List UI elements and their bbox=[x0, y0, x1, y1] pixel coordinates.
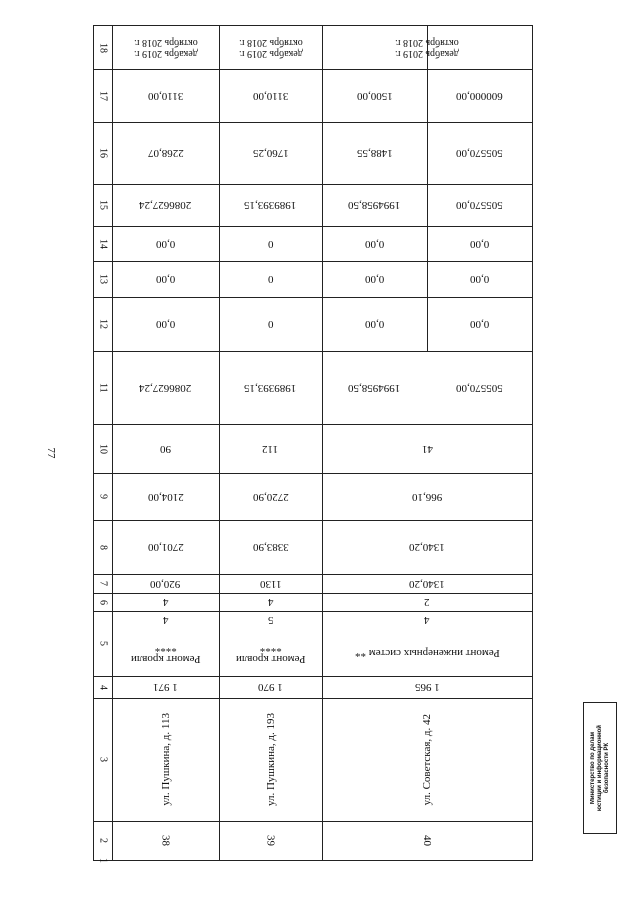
column-number: 13 bbox=[97, 274, 109, 284]
row40-c11a: 1994958,50 bbox=[348, 381, 401, 394]
column-number: 8 bbox=[97, 544, 109, 550]
row40-address: ул. Советская, д. 42 bbox=[421, 713, 433, 806]
row38-year: 1 971 bbox=[153, 681, 178, 693]
row40-year: 1 965 bbox=[414, 681, 440, 693]
row40-c13b: 0,00 bbox=[469, 273, 490, 285]
column-number: 18 bbox=[97, 42, 109, 53]
row38-c15: 2086627,24 bbox=[139, 199, 192, 211]
row39-c13: 0 bbox=[267, 273, 274, 285]
row39-c17: 3110,00 bbox=[252, 89, 289, 102]
row38-c6: 4 bbox=[162, 596, 169, 608]
stamp-line: безопасности РК bbox=[603, 742, 610, 794]
row40-c11b: 505570,00 bbox=[456, 381, 503, 394]
row40-c6: 2 bbox=[424, 596, 430, 608]
stamp-line: юстиции и информационной bbox=[596, 724, 603, 812]
row40-work: Ремонт инженерных систем ** bbox=[354, 646, 500, 659]
row40-c12a: 0,00 bbox=[364, 318, 385, 330]
column-number: 2 bbox=[97, 838, 109, 843]
row38-c11: 2086627,24 bbox=[139, 381, 192, 394]
row40-c14b: 0,00 bbox=[469, 237, 490, 250]
row39-c9: 2720,90 bbox=[252, 490, 289, 503]
row39-c8: 3383,90 bbox=[252, 541, 289, 553]
row38-c16: 2268,07 bbox=[147, 147, 184, 159]
row38-period: декабрь 2019 г. октябрь 2018 г. bbox=[133, 36, 198, 59]
row40-c15a: 1994958,50 bbox=[348, 199, 401, 211]
row38-number: 38 bbox=[159, 835, 172, 846]
row39-c15: 1989393,15 bbox=[244, 199, 297, 211]
column-number: 9 bbox=[97, 494, 109, 499]
row38-c10: 90 bbox=[160, 442, 171, 455]
column-number: 7 bbox=[97, 581, 109, 586]
column-number: 10 bbox=[97, 443, 109, 454]
row40-c10: 41 bbox=[421, 442, 433, 455]
row40-c12b: 0,00 bbox=[469, 318, 490, 330]
row39-c6: 4 bbox=[267, 596, 274, 608]
row38-c12: 0,00 bbox=[155, 318, 176, 330]
rotated-table: 18 17 16 15 14 13 12 11 10 9 8 7 6 5 4 3 2 1 декабрь 2019 г. октябрь 2018 г. 3110,00 2268,07 2086627,24 0,00 0,00 0,00 2086627,24 90 2104,00 2701,00 920,00 4 4 Ремонт кровли **** 1 971 ул. Пушкина, д. 113 38 декабрь 2019 г. октябрь 2018 г. 3110,00 1760,25 1989393,15 0 0 0 1989393,15 112 2720,90 3383,90 1130 4 5 Ремонт кровли **** 1 970 ул. Пушкина, д. 193 39 декабрь 2019 г. октябрь 2018 г. 1500,00 600000,00 1488,55 505570,00 1994958,50 505570,00 0,00 0,00 0,00 0,00 0,00 0,00 1994958,50 505570,00 41 966,10 1340,20 1340,20 2 4 Ремонт инженерных систем ** 1 965 ул. Советская, д. 42 40 bbox=[93, 25, 533, 861]
row40-c8: 1340,20 bbox=[409, 541, 445, 553]
row39-work: Ремонт кровли **** bbox=[235, 641, 306, 665]
row39-year: 1 970 bbox=[258, 681, 283, 693]
row39-c7: 1130 bbox=[259, 577, 282, 590]
row39-c10: 112 bbox=[262, 442, 279, 455]
row38-work: Ремонт кровли **** bbox=[130, 641, 201, 665]
column-number: 17 bbox=[97, 90, 109, 101]
column-number: 5 bbox=[97, 641, 109, 646]
page-number: 77 bbox=[45, 447, 57, 459]
row38-c8: 2701,00 bbox=[147, 541, 184, 553]
row40-c16b: 505570,00 bbox=[456, 147, 503, 159]
column-number: 11 bbox=[97, 382, 109, 393]
ministry-stamp bbox=[583, 702, 617, 834]
row39-c12: 0 bbox=[267, 318, 274, 330]
column-number: 6 bbox=[97, 599, 109, 605]
row40-number: 40 bbox=[421, 835, 433, 846]
row39-c14: 0 bbox=[267, 237, 274, 250]
column-number: 15 bbox=[97, 200, 109, 210]
row38-c14: 0,00 bbox=[155, 237, 176, 250]
row39-number: 39 bbox=[264, 835, 277, 846]
stamp-line: Министерство по делам bbox=[589, 731, 596, 805]
row40-c9: 966,10 bbox=[411, 490, 443, 503]
column-number: 4 bbox=[97, 684, 109, 690]
column-number: 12 bbox=[97, 319, 109, 329]
row40-c15b: 505570,00 bbox=[456, 199, 503, 211]
row38-c17: 3110,00 bbox=[147, 89, 184, 102]
column-number: 14 bbox=[97, 238, 109, 249]
row40-c13a: 0,00 bbox=[364, 273, 385, 285]
row40-c7: 1340,20 bbox=[409, 577, 445, 590]
column-number: 16 bbox=[97, 148, 109, 158]
row39-c5: 5 bbox=[267, 614, 274, 626]
row40-c17a: 1500,00 bbox=[356, 89, 393, 102]
row40-c17b: 600000,00 bbox=[456, 89, 503, 102]
row38-c9: 2104,00 bbox=[147, 490, 184, 503]
row38-c5: 4 bbox=[162, 614, 169, 626]
row38-c7: 920,00 bbox=[150, 577, 181, 590]
row38-c13: 0,00 bbox=[155, 273, 176, 285]
row40-c16a: 1488,55 bbox=[356, 147, 393, 159]
column-number: 3 bbox=[97, 757, 109, 762]
row39-period: декабрь 2019 г. октябрь 2018 г. bbox=[238, 36, 303, 59]
row39-address: ул. Пушкина, д. 193 bbox=[264, 712, 277, 807]
row39-c11: 1989393,15 bbox=[244, 381, 297, 394]
row38-address: ул. Пушкина, д. 113 bbox=[159, 713, 172, 806]
row40-c5: 4 bbox=[424, 614, 430, 626]
row40-c14a: 0,00 bbox=[364, 237, 385, 250]
row40-period: декабрь 2019 г. октябрь 2018 г. bbox=[395, 36, 459, 59]
row39-c16: 1760,25 bbox=[252, 147, 289, 159]
